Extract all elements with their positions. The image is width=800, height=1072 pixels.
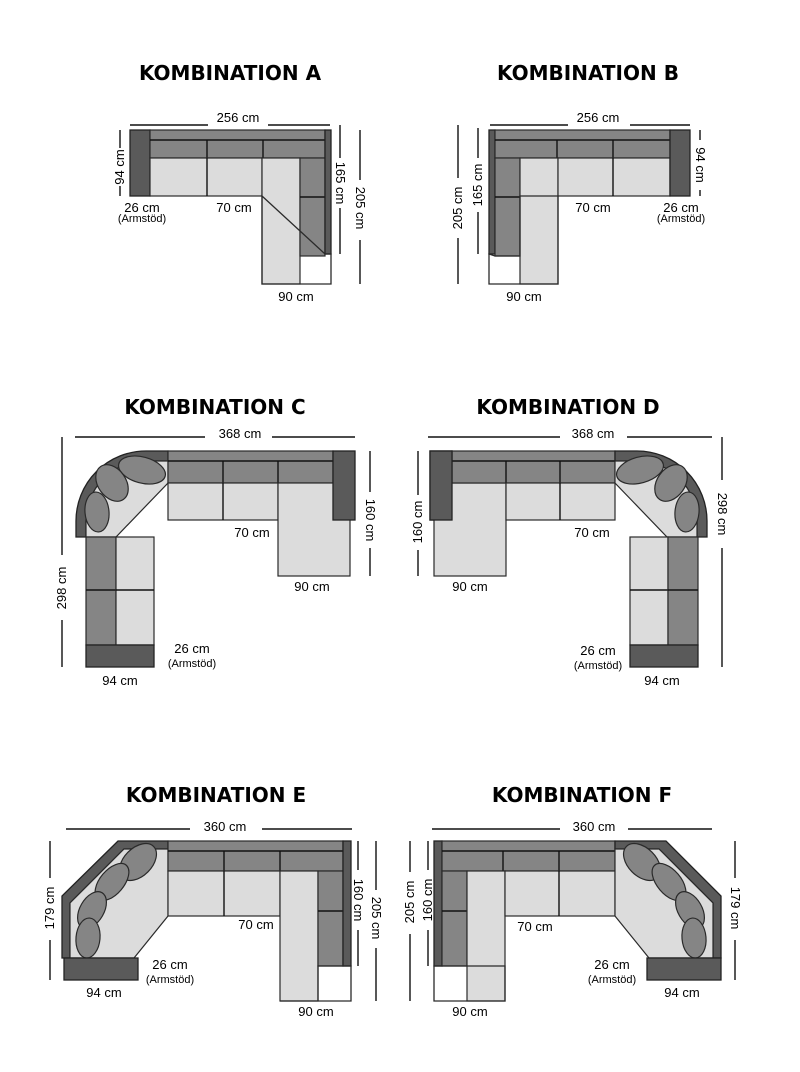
combination-a-chaise-label: 90 cm	[278, 289, 314, 304]
combination-f-depth-label: 94 cm	[664, 985, 700, 1000]
combination-b-depth-label: 94 cm	[693, 147, 708, 183]
combination-e-width-label: 360 cm	[203, 819, 247, 834]
combination-f-inner-depth-label: 160 cm	[420, 878, 435, 922]
combination-f-armrest-label: 26 cm	[594, 957, 630, 972]
combination-f-chaise-label: 90 cm	[452, 1004, 488, 1019]
combination-c-armrest-note: (Armstöd)	[167, 658, 217, 670]
combination-a-armrest	[130, 130, 150, 196]
combination-f	[402, 783, 743, 1019]
combination-b-seat-label: 70 cm	[575, 200, 611, 215]
combination-c-width-label: 368 cm	[218, 426, 262, 441]
combination-e-chaise-label: 90 cm	[298, 1004, 334, 1019]
combination-b-armrest-label: 26 cm	[663, 200, 699, 215]
combination-d	[410, 395, 730, 688]
combination-a-seat-label: 70 cm	[216, 200, 252, 215]
combination-c-depth-label: 94 cm	[102, 673, 138, 688]
combination-b	[450, 61, 708, 304]
combination-e-depth-label: 94 cm	[86, 985, 122, 1000]
combination-e-side-length-label: 179 cm	[42, 886, 57, 930]
combination-a	[112, 61, 368, 304]
combination-f-width-label: 360 cm	[572, 819, 616, 834]
combination-d-chaise-depth-label: 160 cm	[410, 500, 425, 544]
combination-e	[42, 783, 384, 1019]
combination-b-width-label: 256 cm	[576, 110, 620, 125]
combination-d-seat-label: 70 cm	[574, 525, 610, 540]
combination-c	[54, 395, 378, 688]
combination-a-depth-label: 94 cm	[112, 149, 127, 185]
combination-d-width-label: 368 cm	[571, 426, 615, 441]
combination-a-width-label: 256 cm	[216, 110, 260, 125]
combination-c-armrest	[86, 645, 154, 667]
combination-c-title: KOMBINATION C	[124, 395, 306, 419]
combination-d-title: KOMBINATION D	[476, 395, 660, 419]
combination-e-inner-depth-label: 160 cm	[351, 878, 366, 922]
combination-b-inner-depth-label: 165 cm	[470, 163, 485, 207]
combination-b-armrest	[670, 130, 690, 196]
combination-e-seat-label: 70 cm	[238, 917, 274, 932]
combination-a-armrest-note: (Armstöd)	[117, 213, 167, 225]
combination-e-total-depth-label: 205 cm	[369, 896, 384, 940]
combination-a-title: KOMBINATION A	[138, 61, 322, 85]
combination-b-total-depth-label: 205 cm	[450, 186, 465, 230]
combination-f-total-depth-label: 205 cm	[402, 880, 417, 924]
combination-d-armrest-note: (Armstöd)	[573, 660, 623, 672]
combination-e-armrest-note: (Armstöd)	[145, 974, 195, 986]
combination-d-depth-label: 94 cm	[644, 673, 680, 688]
combination-f-armrest	[647, 958, 721, 980]
combination-c-chaise-depth-label: 160 cm	[363, 498, 378, 542]
combination-b-chaise-label: 90 cm	[506, 289, 542, 304]
combination-d-armrest-label: 26 cm	[580, 643, 616, 658]
combination-c-side-length-label: 298 cm	[54, 566, 69, 610]
combination-f-armrest-note: (Armstöd)	[587, 974, 637, 986]
combination-a-armrest-label: 26 cm	[124, 200, 160, 215]
combination-a-inner-depth-label: 165 cm	[333, 161, 348, 205]
combination-b-armrest-note: (Armstöd)	[656, 213, 706, 225]
combination-f-title: KOMBINATION F	[491, 783, 673, 807]
combination-f-side-length-label: 179 cm	[728, 886, 743, 930]
combination-d-armrest	[630, 645, 698, 667]
combination-d-side-length-label: 298 cm	[715, 492, 730, 536]
combination-c-seat-label: 70 cm	[234, 525, 270, 540]
combination-a-total-depth-label: 205 cm	[353, 186, 368, 230]
combination-f-seat-label: 70 cm	[517, 919, 553, 934]
combination-d-chaise-label: 90 cm	[452, 579, 488, 594]
combination-e-armrest	[64, 958, 138, 980]
combination-e-armrest-label: 26 cm	[152, 957, 188, 972]
combination-e-title: KOMBINATION E	[125, 783, 307, 807]
combination-c-armrest-label: 26 cm	[174, 641, 210, 656]
combination-b-title: KOMBINATION B	[497, 61, 679, 85]
combination-c-chaise-label: 90 cm	[294, 579, 330, 594]
